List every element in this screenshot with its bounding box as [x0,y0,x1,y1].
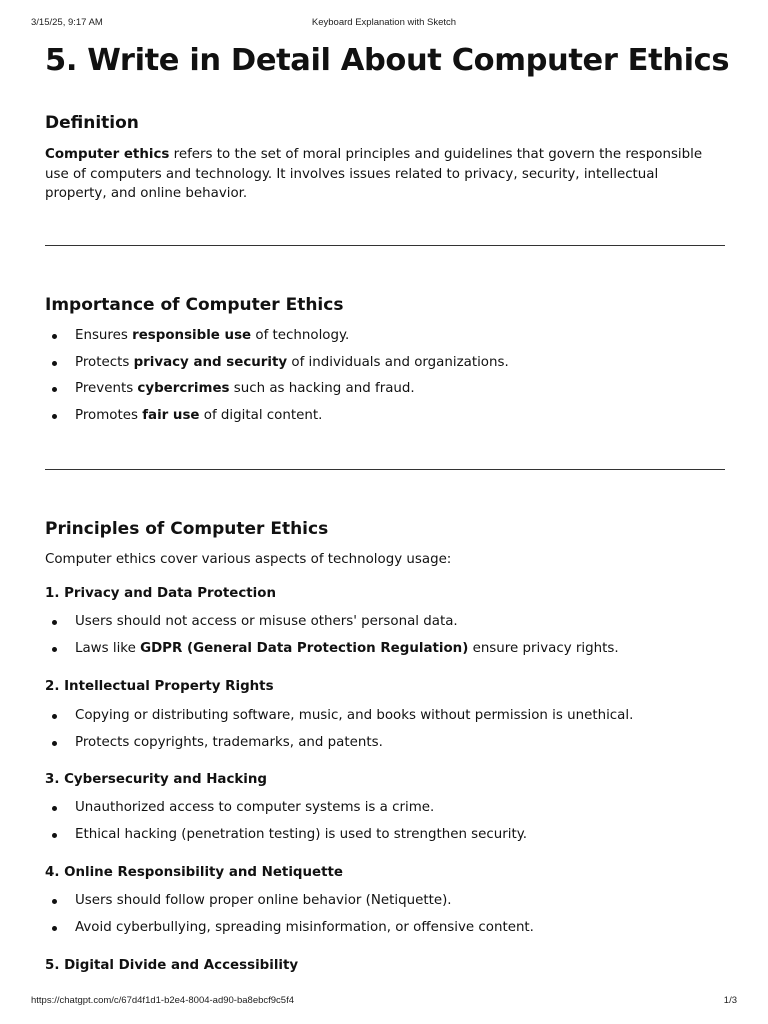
principles-intro: Computer ethics cover various aspects of technology usage: [45,552,452,567]
principle-title: 3. Cybersecurity and Hacking [45,772,268,787]
item-text: Laws like [75,640,141,656]
principle-list [45,612,619,665]
principle-title: 4. Online Responsibility and Netiquette [45,865,344,880]
definition-term: Computer ethics [45,147,170,162]
item-text: such as hacking and fraud. [229,381,415,396]
item-text: ensure privacy rights. [468,640,619,656]
bullet-icon [52,620,57,625]
item-emphasis: privacy and security [133,354,288,370]
print-page-title: Keyboard Explanation with Sketch [311,17,457,28]
list-item [45,706,633,733]
item-text: Ensures [75,328,133,343]
principle-title: 1. Privacy and Data Protection [45,586,276,601]
list-item [45,891,534,918]
bullet-icon [52,334,57,339]
bullet-icon [52,714,57,719]
importance-list [45,326,509,432]
bullet-icon [52,387,57,392]
bullet-icon [52,647,57,652]
bullet-icon [52,926,57,931]
print-datetime: 3/15/25, 9:17 AM [31,17,103,28]
list-item [45,918,534,945]
section-divider [45,245,725,246]
bullet-icon [52,361,57,366]
page-title: 5. Write in Detail About Computer Ethics [45,43,730,78]
bullet-icon [52,833,57,838]
list-item [45,733,633,760]
bullet-icon [52,741,57,746]
print-page-number: 1/3 [723,995,737,1006]
list-item [45,825,527,852]
item-text: Users should follow proper online behavior (Netiquette). [75,893,452,908]
principle-title: 2. Intellectual Property Rights [45,679,274,694]
item-text: Prevents [75,381,138,396]
item-emphasis: GDPR (General Data Protection Regulation) [140,640,469,656]
item-text: Protects copyrights, trademarks, and patents. [75,734,383,750]
principle-title: 5. Digital Divide and Accessibility [45,958,299,973]
list-item [45,379,509,406]
definition-paragraph [45,145,717,204]
print-footer [31,995,737,1007]
section-divider [45,469,725,470]
item-text: Protects [75,354,134,370]
print-url: https://chatgpt.com/c/67d4f1d1-b2e4-8004-ad90-ba8ebcf9c5f4 [31,995,295,1006]
principles-heading: Principles of Computer Ethics [45,519,329,539]
item-text: of technology. [251,328,350,343]
importance-heading: Importance of Computer Ethics [45,295,344,315]
principle-list [45,706,633,759]
principle-list [45,891,534,944]
item-text: of individuals and organizations. [287,354,509,370]
print-header [31,17,737,29]
list-item [45,406,509,433]
definition-heading: Definition [45,113,139,133]
item-emphasis: fair use [142,407,200,423]
list-item [45,326,509,353]
item-text: Users should not access or misuse others' personal data. [75,614,458,629]
item-text: Copying or distributing software, music, and books without permission is unethical. [75,708,634,723]
item-emphasis: cybercrimes [137,381,230,396]
item-text: Promotes [75,407,143,423]
list-item [45,353,509,380]
bullet-icon [52,806,57,811]
list-item [45,639,619,666]
item-text: Ethical hacking (penetration testing) is used to strengthen security. [75,826,527,842]
list-item [45,612,619,639]
bullet-icon [52,899,57,904]
item-text: Avoid cyberbullying, spreading misinformation, or offensive content. [75,919,534,935]
item-emphasis: responsible use [132,328,252,343]
principle-list [45,798,527,851]
list-item [45,798,527,825]
bullet-icon [52,414,57,419]
item-text: Unauthorized access to computer systems is a crime. [75,800,435,815]
definition-text: refers to the set of moral principles and guidelines that govern the responsible use of computers and technology. It involves issues related to privacy, security, intellectual property, and online behavior. [45,147,703,201]
item-text: of digital content. [199,407,323,423]
